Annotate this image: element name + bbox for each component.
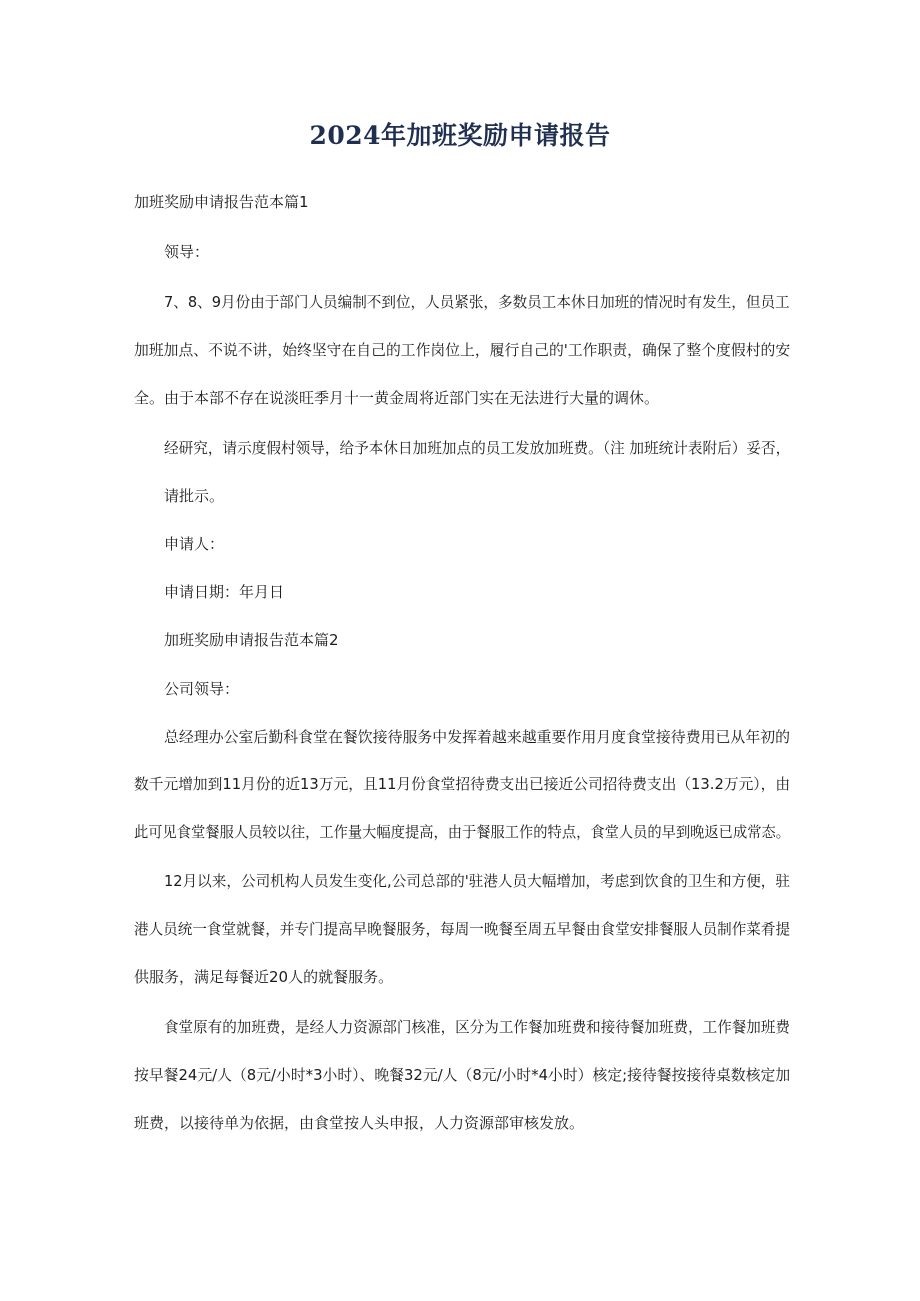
paragraph-5-line-1: 食堂原有的加班费，是经人力资源部门核准，区分为工作餐加班费和接待餐加班费，工作餐加班费: [164, 1018, 790, 1036]
apply-date-label: 申请日期：年月日: [164, 583, 285, 601]
paragraph-1-line-1: 7、8、9月份由于部门人员编制不到位，人员紧张，多数员工本休日加班的情况时有发生，但员工: [164, 293, 790, 311]
paragraph-3-line-3: 此可见食堂餐服人员较以往，工作量大幅度提高，由于餐服工作的特点，食堂人员的早到晚返已成常态。: [134, 823, 790, 841]
paragraph-3-line-1: 总经理办公室后勤科食堂在餐饮接待服务中发挥着越来越重要作用月度食堂接待费用已从年初的: [164, 728, 791, 746]
salutation-1: 领导：: [164, 243, 210, 261]
paragraph-1-line-2: 加班加点、不说不讲，始终坚守在自己的工作岗位上，履行自己的'工作职责，确保了整个度假村的安: [134, 341, 791, 359]
document-title: 2024年加班奖励申请报告: [309, 121, 611, 150]
paragraph-2-line-1: 经研究，请示度假村领导，给予本休日加班加点的员工发放加班费。（注 加班统计表附后）妥否，: [164, 439, 791, 457]
paragraph-5-line-2: 按早餐24元/人（8元/小时*3小时）、晚餐32元/人（8元/小时*4小时）核定;接待餐按接待桌数核定加: [134, 1066, 791, 1084]
paragraph-2-line-2: 请批示。: [164, 487, 225, 505]
paragraph-5-line-3: 班费，以接待单为依据，由食堂按人头申报，人力资源部审核发放。: [134, 1114, 585, 1132]
applicant-label: 申请人：: [164, 535, 225, 553]
paragraph-1-line-3: 全。由于本部不存在说淡旺季月十一黄金周将近部门实在无法进行大量的调休。: [134, 389, 660, 407]
paragraph-4-line-3: 供服务，满足每餐近20人的就餐服务。: [134, 968, 394, 986]
salutation-2: 公司领导：: [164, 680, 240, 698]
paragraph-3-line-2: 数千元增加到11月份的近13万元，且11月份食堂招待费支出已接近公司招待费支出（13.2万元），由: [134, 775, 791, 793]
section1-heading: 加班奖励申请报告范本篇1: [134, 193, 309, 211]
paragraph-4-line-1: 12月以来，公司机构人员发生变化,公司总部的'驻港人员大幅增加，考虑到饮食的卫生和方便，驻: [164, 872, 791, 890]
paragraph-4-line-2: 港人员统一食堂就餐，并专门提高早晚餐服务，每周一晚餐至周五早餐由食堂安排餐服人员制作菜肴提: [134, 920, 791, 938]
section2-heading: 加班奖励申请报告范本篇2: [164, 631, 339, 649]
